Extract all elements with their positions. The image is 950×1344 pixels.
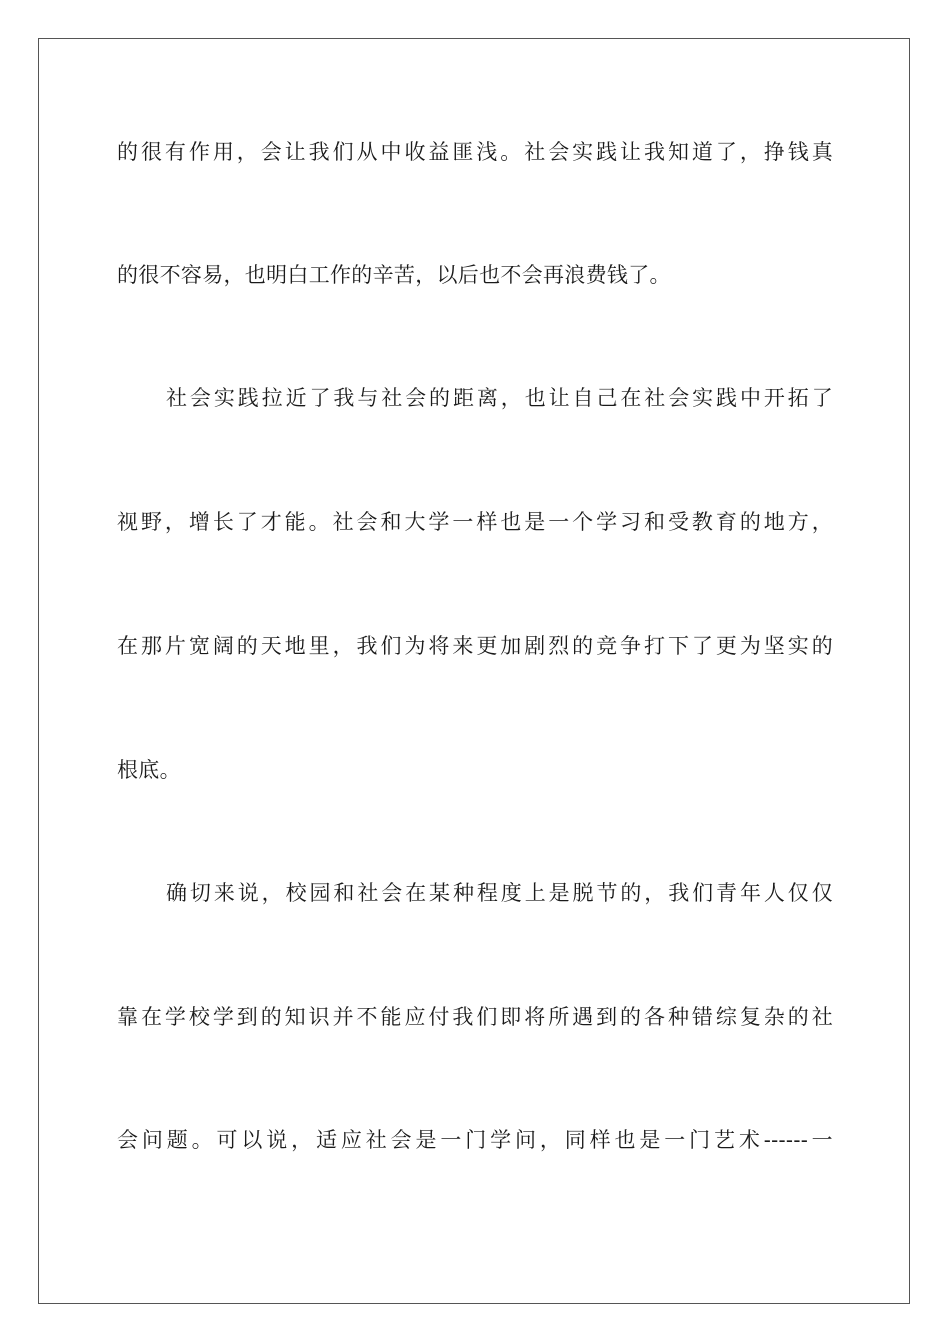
text-line-3: 社会实践拉近了我与社会的距离，也让自己在社会实践中开拓了	[166, 386, 833, 410]
text-line-1: 的很有作用，会让我们从中收益匪浅。社会实践让我知道了，挣钱真	[117, 140, 833, 164]
page-border	[38, 38, 910, 1304]
text-line-4: 视野，增长了才能。社会和大学一样也是一个学习和受教育的地方，	[117, 510, 833, 534]
text-line-5: 在那片宽阔的天地里，我们为将来更加剧烈的竞争打下了更为坚实的	[117, 634, 833, 658]
text-line-9: 会问题。可以说，适应社会是一门学问，同样也是一门艺术------一	[117, 1128, 833, 1152]
text-line-6: 根底。	[117, 758, 181, 782]
text-line-7: 确切来说，校园和社会在某种程度上是脱节的，我们青年人仅仅	[166, 881, 833, 905]
text-line-2: 的很不容易，也明白工作的辛苦，以后也不会再浪费钱了。	[117, 263, 671, 287]
text-line-8: 靠在学校学到的知识并不能应付我们即将所遇到的各种错综复杂的社	[117, 1005, 833, 1029]
